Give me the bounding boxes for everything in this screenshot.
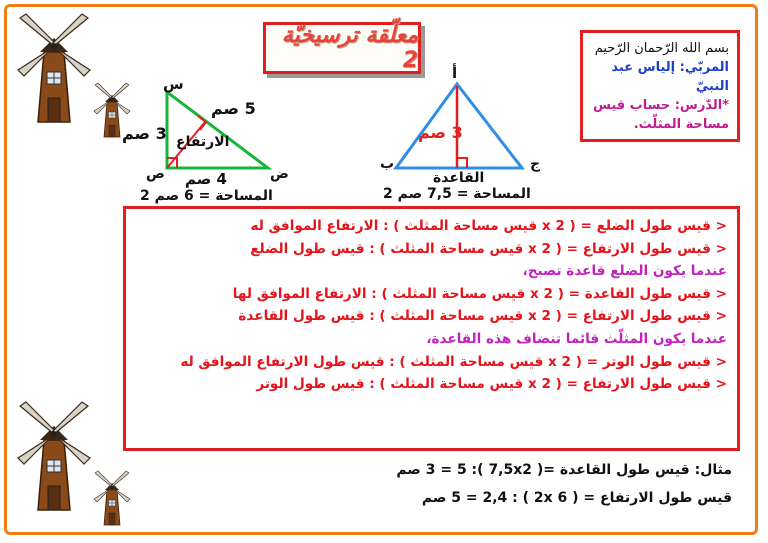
lesson-topic: مساحة المثلّث. bbox=[633, 117, 729, 132]
rule-line: < قيس طول الوتر = ( 2 x قيس مساحة المثلث ) : قيس طول الارتفاع الموافق له bbox=[180, 353, 727, 370]
rule-line: < قيس طول الارتفاع = ( 2 x قيس مساحة المثلث ) : قيس طول الضلع bbox=[250, 240, 727, 257]
right-vertex-top: أ bbox=[452, 64, 458, 82]
right-height-label: 3 صم bbox=[418, 123, 463, 142]
lesson-label: *الدّرس: حساب قيس bbox=[592, 98, 729, 113]
altitude-label: الارتفاع bbox=[176, 134, 230, 150]
left-area-label: المساحة = 6 صم 2 bbox=[140, 188, 273, 204]
rules-box bbox=[123, 206, 740, 451]
example-line-2: قيس طول الارتفاع = ( 2x 6 ) : 5 = 2,4 صم bbox=[421, 490, 732, 506]
rule-line: < قيس طول القاعدة = ( 2 x قيس مساحة المثلث ) : الارتفاع الموافق لها bbox=[232, 285, 727, 302]
right-area-label: المساحة = 7,5 صم 2 bbox=[383, 186, 531, 202]
left-side-right-label: 5 صم bbox=[211, 99, 256, 118]
left-vertex-bottom-left: ص bbox=[146, 166, 165, 182]
base-label: القاعدة bbox=[433, 170, 485, 186]
rule-note: عندما يكون الضلع قاعدة تصبح، bbox=[522, 263, 727, 280]
left-vertex-top: س bbox=[163, 75, 184, 93]
left-side-left-label: 3 صم bbox=[122, 124, 167, 143]
rule-note: عندما يكون المثلّث قائما تنضاف هذه القاعدة، bbox=[426, 330, 727, 347]
page-title: معلّقة ترسيخيّة 2 bbox=[281, 23, 418, 73]
left-side-bottom-label: 4 صم bbox=[185, 170, 227, 188]
example-line-1: مثال: قيس طول القاعدة =( 7,5x2 ): 3 = 5 صم bbox=[396, 462, 732, 478]
teacher-name: المربّي: إلياس عبد النبيّ bbox=[611, 60, 729, 94]
rule-line: < قيس طول الارتفاع = ( 2 x قيس مساحة المثلث ) : قيس طول الوتر bbox=[256, 376, 727, 393]
right-vertex-right: ج bbox=[530, 156, 541, 172]
rule-line: < قيس طول الارتفاع = ( 2 x قيس مساحة المثلث ) : قيس طول القاعدة bbox=[238, 308, 727, 325]
basmala-text: بسم الله الرّحمان الرّحيم bbox=[594, 41, 729, 56]
rule-line: < قيس طول الضلع = ( 2 x قيس مساحة المثلث ) : الارتفاع الموافق له bbox=[250, 218, 727, 234]
right-vertex-left: ب bbox=[380, 156, 395, 172]
left-vertex-right: ض bbox=[270, 166, 289, 182]
